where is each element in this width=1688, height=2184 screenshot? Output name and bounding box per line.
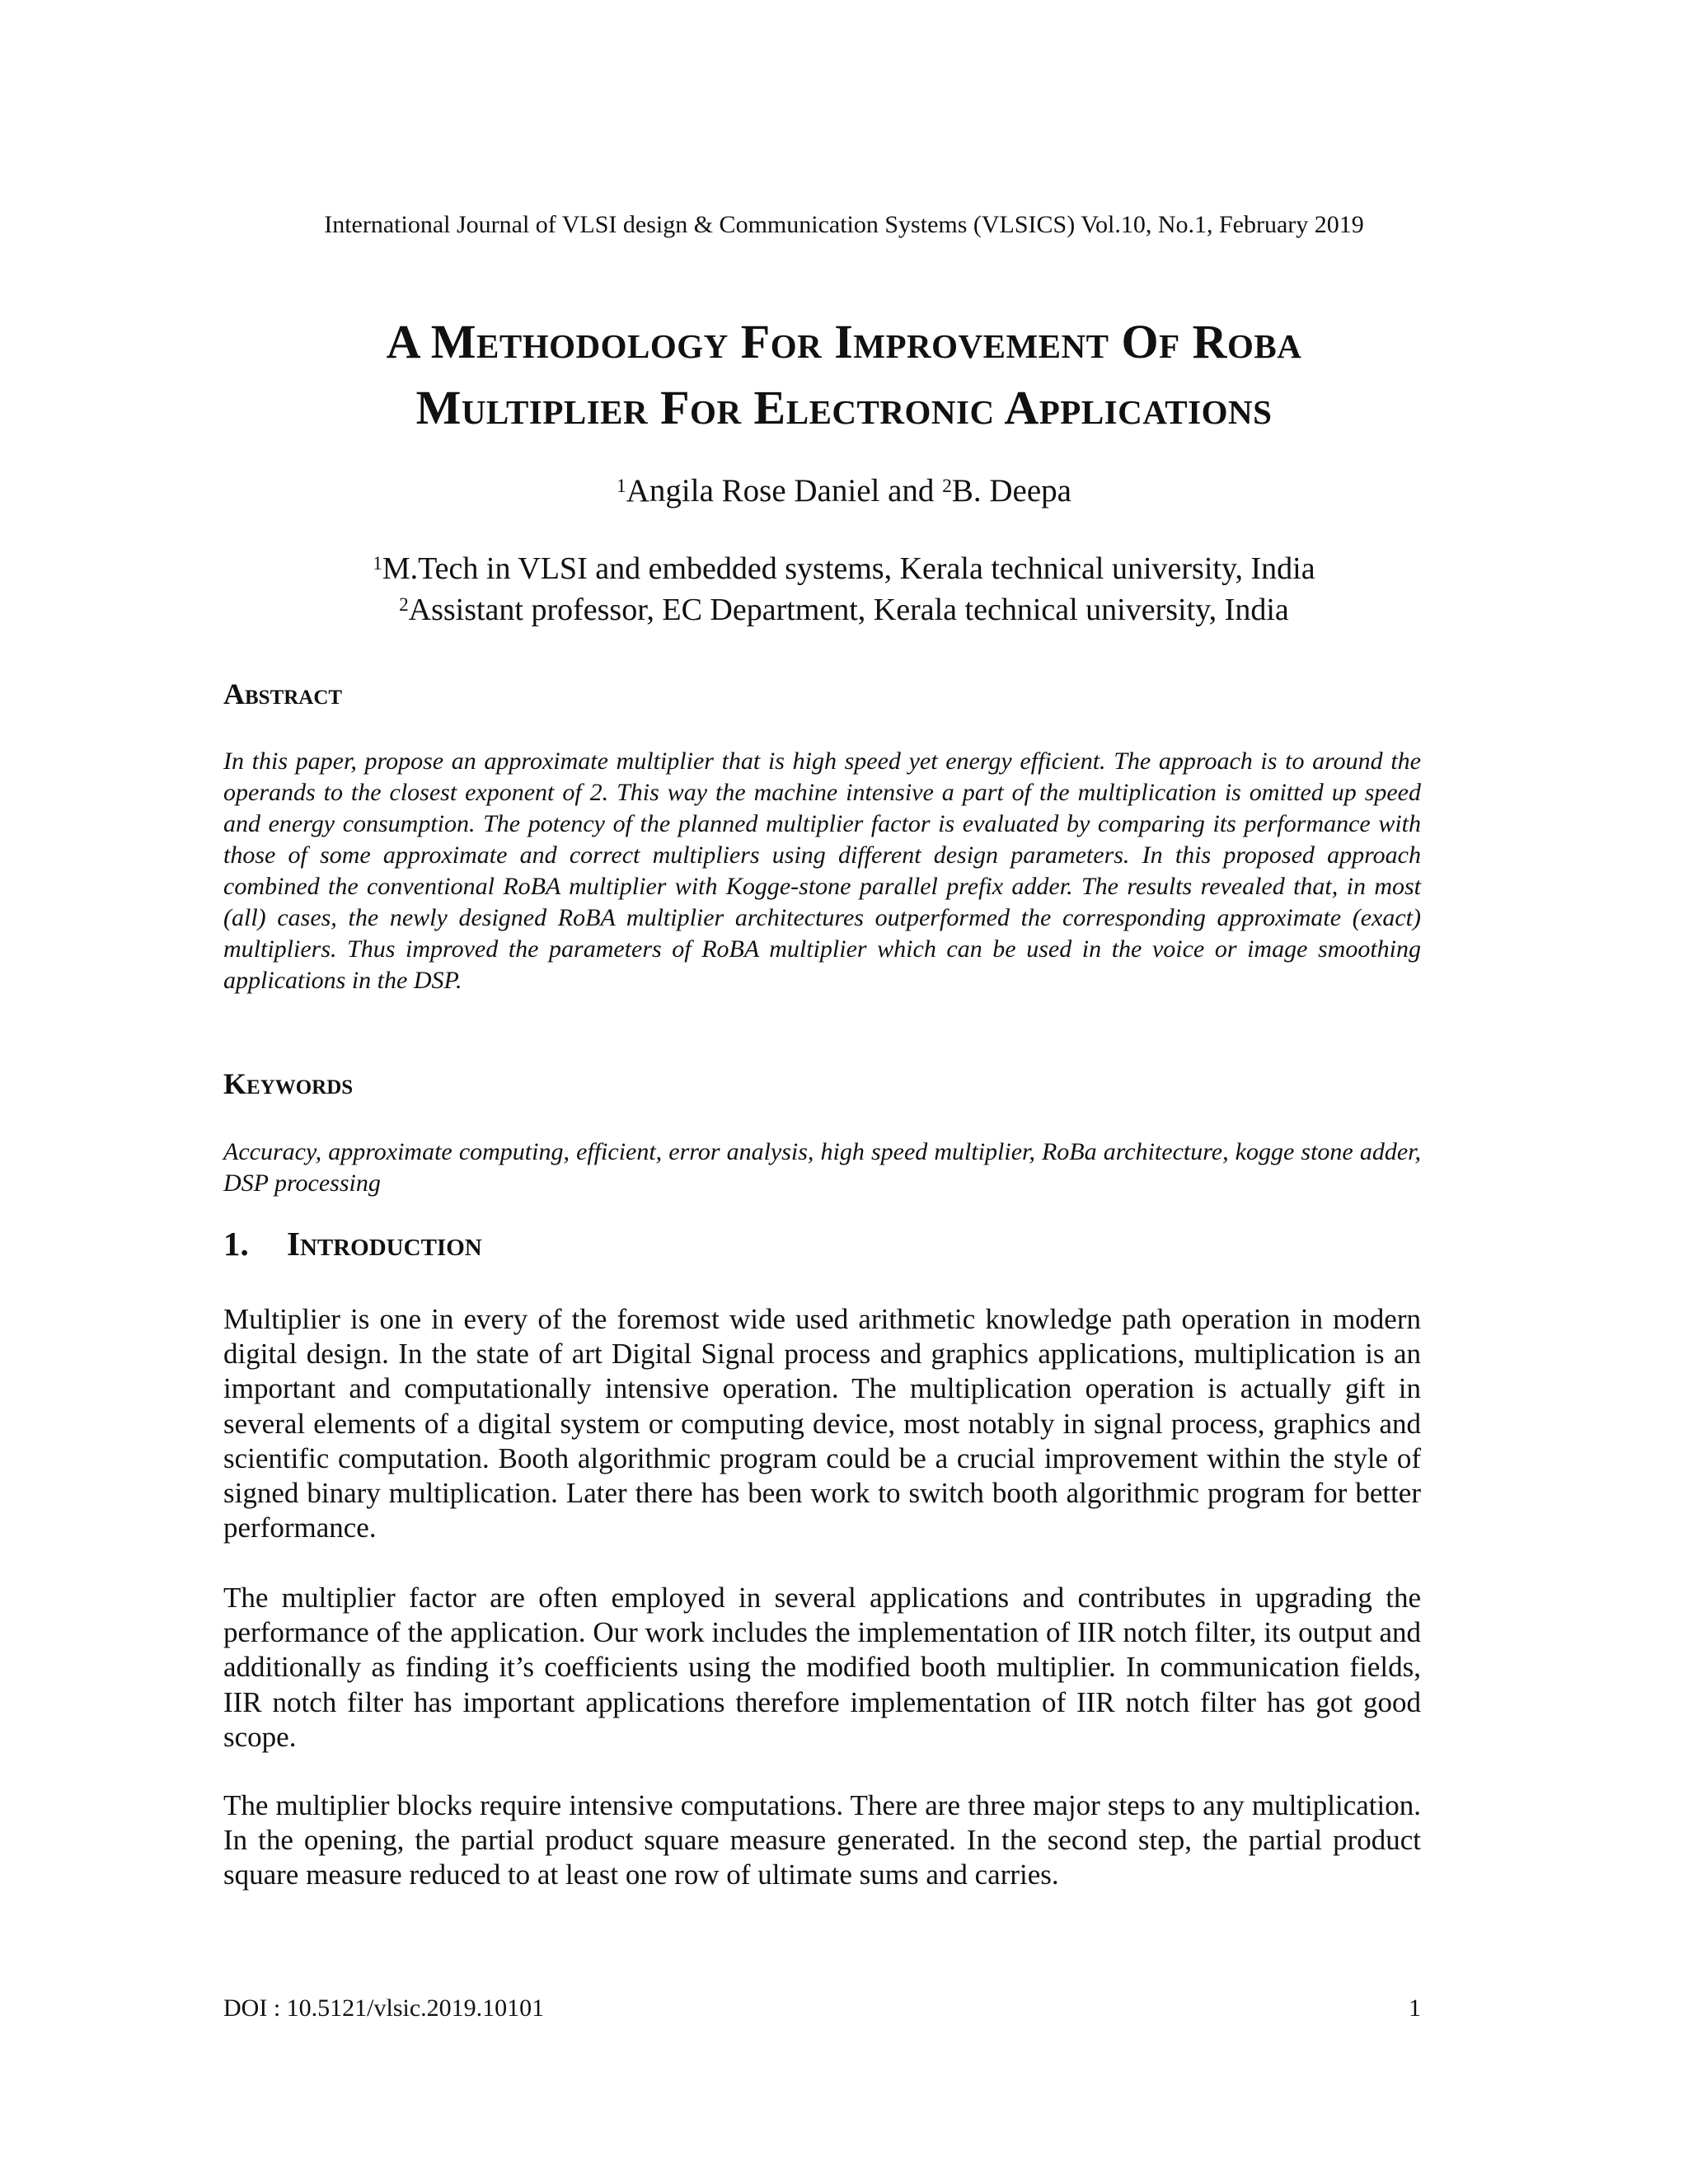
body-paragraph-2: The multiplier factor are often employed in several applications and contributes in upgrading the performance of the application. Our work includes the implementation of IIR notch filter, its output and additionally as finding it’s coefficients using the modified booth multiplier. In communication fields, IIR notch filter has important applications therefore implementation of IIR notch filter has got good scope. xyxy=(223,1582,1421,1753)
affiliation-2-superscript: 2 xyxy=(399,594,409,615)
abstract-text: In this paper, propose an approximate multiplier that is high speed yet energy efficient. The approach is to around the operands to the closest exponent of 2. This way the machine intensive a part of the multiplication is omitted up speed and energy consumption. The potency of the planned multiplier factor is evaluated by comparing its performance with those of some approximate and correct multipliers using different design parameters. In this proposed approach combined the conventional RoBA multiplier with Kogge-stone parallel prefix adder. The results revealed that, in most (all) cases, the newly designed RoBA multiplier architectures outperformed the corresponding approximate (exact) multipliers. Thus improved the parameters of RoBA multiplier which can be used in the voice or image smoothing applications in the DSP. xyxy=(223,748,1421,994)
body-paragraph-3: The multiplier blocks require intensive computations. There are three major steps to any multiplication. In the opening, the partial product square measure generated. In the second step, the partial product square measure reduced to at least one row of ultimate sums and carries. xyxy=(223,1789,1421,1891)
author-line xyxy=(0,466,1688,516)
introduction-heading xyxy=(223,1223,482,1264)
section-title: Introduction xyxy=(287,1225,482,1263)
author-2-name: B. Deepa xyxy=(951,473,1071,509)
abstract-heading: Abstract xyxy=(223,677,343,710)
affiliation-1 xyxy=(0,548,1688,589)
body-paragraph-1: Multiplier is one in every of the foremost wide used arithmetic knowledge path operation in modern digital design. In the state of art Digital Signal process and graphics applications, multiplication is an important and computationally intensive operation. The multiplication operation is actually gift in several elements of a digital system or computing device, most notably in signal process, graphics and scientific computation. Booth algorithmic program could be a crucial improvement within the style of signed binary multiplication. Later there has been work to switch booth algorithmic program for better performance. xyxy=(223,1303,1421,1544)
running-header: International Journal of VLSI design & Communication Systems (VLSICS) Vol.10, No.1, February 2019 xyxy=(324,211,1364,238)
paper-title xyxy=(0,309,1688,441)
affiliation-1-superscript: 1 xyxy=(373,553,382,574)
affiliation-2 xyxy=(0,589,1688,630)
author-conjunction: and xyxy=(888,473,935,509)
author-1-name: Angila Rose Daniel xyxy=(626,473,880,509)
page-number: 1 xyxy=(1409,1994,1421,2022)
affiliation-1-text: M.Tech in VLSI and embedded systems, Kerala technical university, India xyxy=(382,551,1315,586)
title-line-1: A Methodology For Improvement Of Roba xyxy=(386,315,1302,368)
footer-doi: DOI : 10.5121/vlsic.2019.10101 xyxy=(223,1994,545,2022)
author-2-superscript: 2 xyxy=(942,476,952,497)
keywords-heading: Keywords xyxy=(223,1067,354,1100)
title-line-2: Multiplier For Electronic Applications xyxy=(415,381,1273,434)
affiliations xyxy=(0,548,1688,630)
author-1-superscript: 1 xyxy=(617,476,626,497)
keywords-text: Accuracy, approximate computing, efficient, error analysis, high speed multiplier, RoBa architecture, kogge stone adder, DSP processing xyxy=(223,1138,1421,1197)
affiliation-2-text: Assistant professor, EC Department, Kerala technical university, India xyxy=(408,593,1289,627)
section-number: 1. xyxy=(223,1225,249,1263)
